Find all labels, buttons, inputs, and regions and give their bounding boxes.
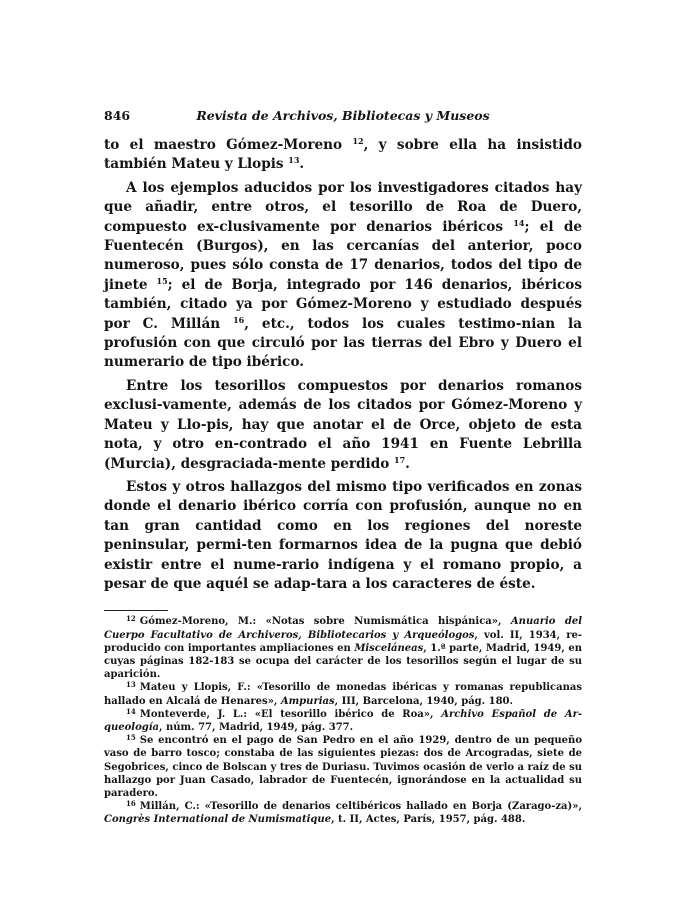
italic-title: Misceláneas [354,642,424,654]
footnote [104,681,582,707]
text-run: Millán, C.: «Tesorillo de denarios celtibéricos hallado en Borja (Zarago-za)», [139,801,582,813]
text-run: Entre los tesorillos compuestos por denarios romanos exclusi-vamente, además de los citados por Gómez-Moreno y Mateu y Llo-pis, hay que anotar el de Orce, objeto de esta nota, y otro en-contrado el año 1941 en Fuente Lebrilla (Murcia), desgraciada-mente perdido [104,377,582,472]
footnote-number: 13 [126,680,136,690]
text-run: ; el de Fuentecén (Burgos), en las cercanías del anterior, poco numeroso, pues sólo consta de 17 denarios, todos del tipo de jinete [104,218,583,293]
footnote-ref: 17 [394,454,406,465]
text-run: , 1.ª parte, Madrid, 1949, en cuyas páginas 182-183 se ocupa del carácter de los tesorillos según el lugar de su aparición. [104,642,582,681]
footnote-ref: 16 [233,314,245,325]
footnotes [104,615,582,826]
footnote-ref: 14 [513,217,525,228]
page-header [104,108,582,130]
text-run: . [405,455,410,472]
footnote [104,734,582,800]
document-page [104,108,582,827]
text-run: , t. II, Actes, París, 1957, pág. 488. [331,814,526,826]
footnote-ref: 15 [156,275,168,286]
text-run: , núm. 77, Madrid, 1949, pág. 377. [159,721,354,733]
italic-title: Archivo Español de Ar-queología [104,708,582,733]
text-run: , etc., todos los cuales testimo-nian la profusión con que circuló por las tierras del Ebro y Duero el numerario de tipo ibérico. [104,315,583,371]
italic-title: Anuario del Cuerpo Facultativo de Archiveros, Bibliotecarios y Arqueólogos [104,616,582,641]
running-title: Revista de Archivos, Bibliotecas y Museos [196,108,490,123]
footnote-number: 15 [126,733,136,743]
text-run: ; el de Borja, integrado por 146 denarios, ibéricos también, citado ya por Gómez-Moreno y estudiado después por C. Millán [104,276,582,332]
text-run: , III, Barcelona, 1940, pág. 180. [334,695,513,707]
paragraph [104,377,582,474]
footnote [104,800,582,826]
text-run: to el maestro Gómez-Moreno [104,137,353,153]
text-run: . [299,156,305,173]
text-run: Se encontró en el pago de San Pedro en el año 1929, dentro de un pequeño vaso de barro tosco; constaba de las siguientes piezas: dos de Arcogradas, siete de Segobrices, cinco de Bolscan y tres de Duriasu. Tuvimos ocasión de verlo a raíz de su hallazgo por Juan Casado, labrador de Fuentecén, ignorándose en la actualidad su paradero. [104,735,582,799]
text-run: Gómez-Moreno, M.: «Notas sobre Numismática hispánica», [139,616,511,628]
text-run: , vol. II, 1934, re-producido con importantes ampliaciones en [104,629,582,654]
text-run: Monteverde, J. L.: «El tesorillo ibérico de Roa», [139,708,442,720]
italic-title: Ampurias [280,695,335,707]
italic-title: Congrès International de Numismatique [104,814,332,826]
footnote-divider [104,610,168,611]
footnote [104,708,582,734]
footnote-number: 12 [126,614,136,624]
footnote-ref: 12 [352,136,364,146]
footnote-ref: 13 [288,155,300,166]
text-run: A los ejemplos aducidos por los investigadores citados hay que añadir, entre otros, el tesorillo de Roa de Duero, compuesto ex-clusivamente por denarios ibéricos [104,179,582,235]
footnote-number: 16 [126,799,136,809]
paragraph [104,136,582,175]
paragraph [104,478,582,594]
footnote [104,615,582,681]
text-run: Mateu y Llopis, F.: «Tesorillo de monedas ibéricas y romanas republicanas hallado en Alcalá de Henares», [104,682,582,707]
text-run: , y sobre ella ha insistido también Mateu y Llopis [104,137,582,173]
paragraph [104,179,582,373]
footnote-number: 14 [126,706,136,716]
body-text [104,136,582,594]
text-run: Estos y otros hallazgos del mismo tipo verificados en zonas donde el denario ibérico corría con profusión, aunque no en tan gran cantidad como en los regiones del noreste peninsular, permi-ten formarnos idea de la pugna que debió existir entre el nume-rario indígena y el romano propio, a pesar de que aquél se adap-tara a los caracteres de éste. [104,478,582,592]
page-number: 846 [104,108,131,123]
